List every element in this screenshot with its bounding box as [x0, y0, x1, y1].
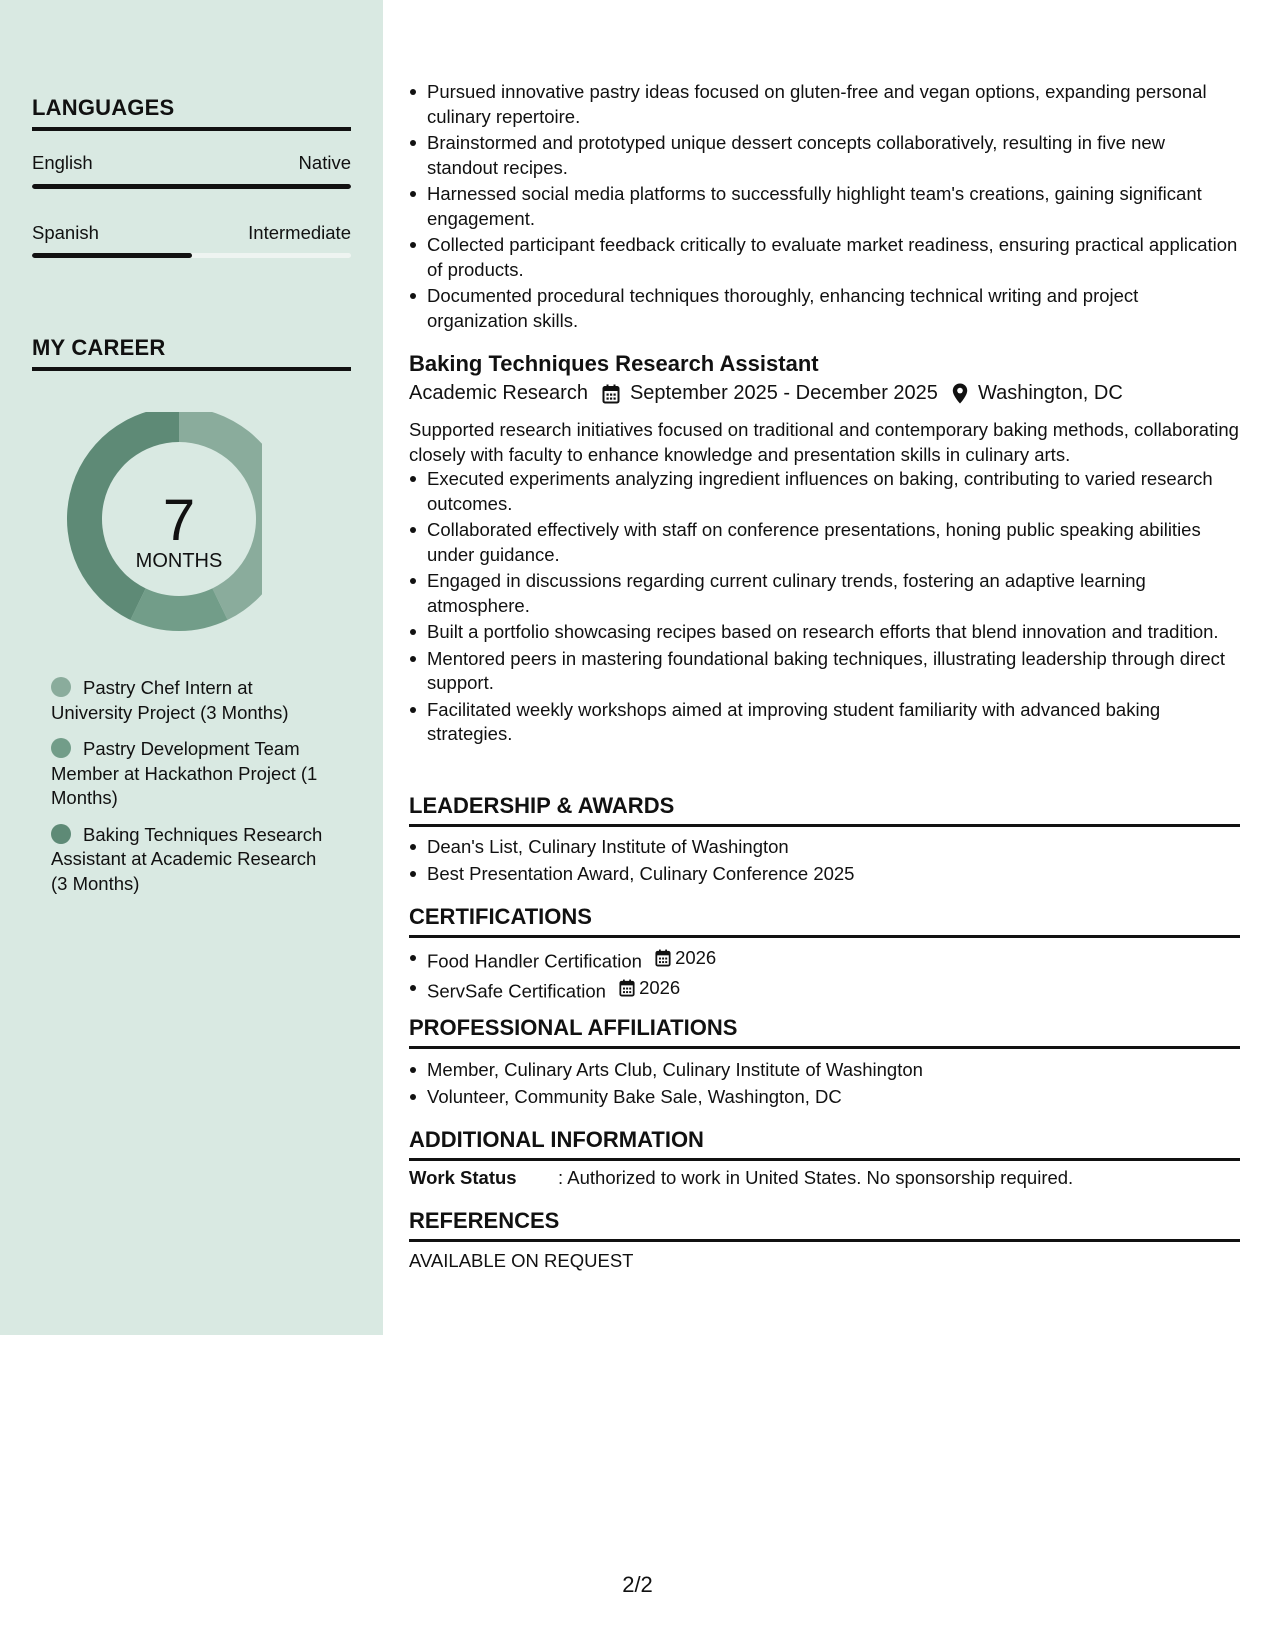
list-item: Best Presentation Award, Culinary Conference 2025: [409, 862, 1240, 887]
language-level: Native: [298, 152, 351, 173]
legend-label: Pastry Development Team Member at Hackathon Project (1 Months): [51, 738, 318, 808]
list-item: Collected participant feedback critically to evaluate market readiness, ensuring practical application of products.: [409, 233, 1240, 282]
sidebar: [0, 0, 383, 1335]
list-item: Volunteer, Community Bake Sale, Washington, DC: [409, 1085, 1240, 1110]
list-item: Built a portfolio showcasing recipes based on research efforts that blend innovation and tradition.: [409, 620, 1240, 645]
legend-dot-icon: [51, 824, 71, 844]
affiliations-list: [409, 1058, 1240, 1111]
calendar-icon: [655, 949, 671, 967]
calendar-icon: [619, 979, 635, 997]
certification-name: ServSafe Certification: [427, 980, 606, 1001]
legend-label: Baking Techniques Research Assistant at Academic Research (3 Months): [51, 823, 323, 894]
list-item: Documented procedural techniques thoroughly, enhancing technical writing and project organization skills.: [409, 284, 1240, 333]
list-item: Collaborated effectively with staff on conference presentations, honing public speaking abilities under guidance.: [409, 518, 1240, 567]
certification-year: 2026: [675, 947, 717, 968]
languages-heading: LANGUAGES: [32, 95, 351, 131]
job-dates: September 2025 - December 2025: [629, 382, 938, 404]
language-fill: [32, 184, 351, 189]
career-legend: [51, 676, 336, 908]
list-item: Pursued innovative pastry ideas focused on gluten-free and vegan options, expanding personal culinary repertoire.: [409, 80, 1240, 129]
work-status-label: Work Status: [409, 1167, 517, 1188]
list-item: Mentored peers in mastering foundational baking techniques, illustrating leadership through direct support.: [409, 647, 1240, 696]
calendar-icon: [602, 384, 620, 404]
list-item: Dean's List, Culinary Institute of Washington: [409, 835, 1240, 860]
language-bar-english: [32, 184, 351, 189]
language-level: Intermediate: [248, 222, 351, 243]
list-item: [409, 976, 1240, 1004]
language-english: [32, 152, 351, 174]
legend-dot-icon: [51, 738, 71, 758]
job-organization: Academic Research: [409, 382, 588, 404]
certification-date: [655, 946, 716, 971]
certifications-list: [409, 946, 1240, 1006]
references-heading: REFERENCES: [409, 1208, 1240, 1242]
certification-date: [619, 976, 680, 1001]
list-item: [409, 946, 1240, 974]
work-status-row: [409, 1167, 1073, 1189]
career-legend-item: [51, 676, 336, 725]
language-bar-spanish: [32, 253, 351, 258]
list-item: Facilitated weekly workshops aimed at improving student familiarity with advanced baking strategies.: [409, 698, 1240, 747]
certification-year: 2026: [639, 976, 681, 998]
job-meta: [409, 382, 1123, 405]
legend-label: Pastry Chef Intern at University Project (3 Months): [51, 677, 289, 723]
donut-segment: [130, 588, 227, 631]
awards-heading: LEADERSHIP & AWARDS: [409, 793, 1240, 827]
awards-list: [409, 835, 1240, 888]
job-bullets: [409, 467, 1240, 749]
language-spanish: [32, 222, 351, 244]
previous-job-bullets: [409, 80, 1240, 335]
job-summary: Supported research initiatives focused on traditional and contemporary baking methods, collaborating closely with faculty to enhance knowledge and presentation skills in culinary arts.: [409, 419, 1239, 465]
additional-info-heading: ADDITIONAL INFORMATION: [409, 1127, 1240, 1161]
list-item: Member, Culinary Arts Club, Culinary Institute of Washington: [409, 1058, 1240, 1083]
references-text: AVAILABLE ON REQUEST: [409, 1250, 634, 1271]
job-title: Baking Techniques Research Assistant: [409, 351, 819, 376]
list-item: Harnessed social media platforms to successfully highlight team's creations, gaining significant engagement.: [409, 182, 1240, 231]
career-legend-item: [51, 823, 336, 897]
list-item: Engaged in discussions regarding current culinary trends, fostering an adaptive learning atmosphere.: [409, 569, 1240, 618]
career-legend-item: [51, 737, 336, 811]
job-location: Washington, DC: [977, 382, 1123, 404]
certification-name: Food Handler Certification: [427, 950, 642, 972]
career-heading: MY CAREER: [32, 335, 351, 371]
language-name: Spanish: [32, 222, 99, 243]
list-item: Brainstormed and prototyped unique dessert concepts collaboratively, resulting in five new standout recipes.: [409, 131, 1240, 180]
affiliations-heading: PROFESSIONAL AFFILIATIONS: [409, 1015, 1240, 1049]
location-pin-icon: [952, 383, 968, 404]
language-fill: [32, 253, 192, 258]
page-number: 2/2: [622, 1572, 653, 1597]
legend-dot-icon: [51, 677, 71, 697]
list-item: Executed experiments analyzing ingredient influences on baking, contributing to varied research outcomes.: [409, 467, 1240, 516]
certifications-heading: CERTIFICATIONS: [409, 904, 1240, 938]
career-total-unit: MONTHS: [135, 550, 223, 572]
career-total-value: 7: [162, 488, 196, 553]
work-status-value: : Authorized to work in United States. No sponsorship required.: [558, 1167, 1074, 1188]
language-name: English: [32, 152, 93, 173]
career-donut-chart: [32, 412, 262, 642]
